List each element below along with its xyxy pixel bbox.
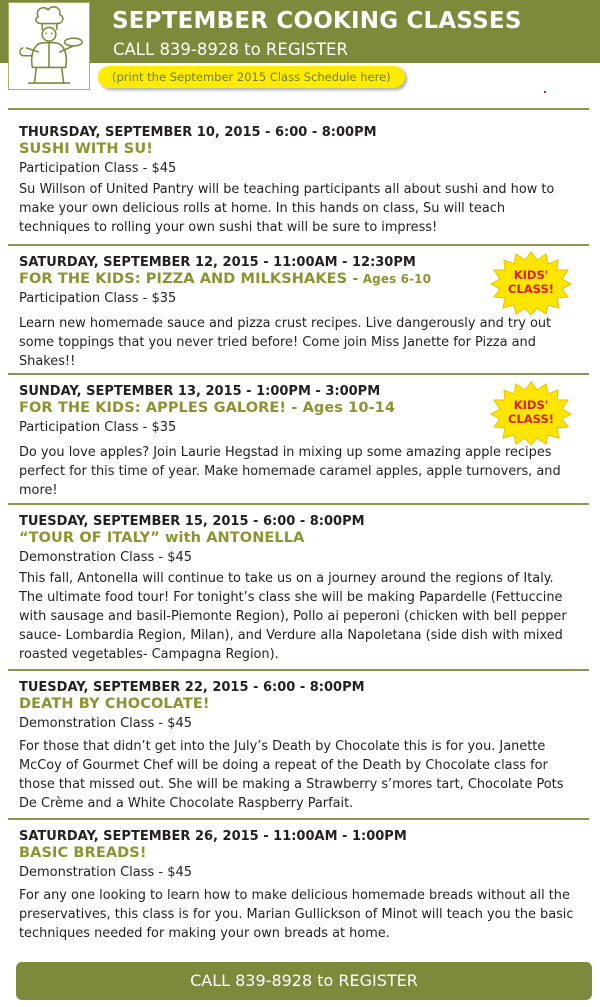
event-type: Demonstration Class - $45 [19,550,193,565]
print-schedule-link[interactable]: (print the September 2015 Class Schedule here) [98,66,405,88]
chef-logo-icon [8,2,90,90]
event-date: TUESDAY, SEPTEMBER 15, 2015 - 6:00 - 8:00PM [19,514,365,529]
event-date: THURSDAY, SEPTEMBER 10, 2015 - 6:00 - 8:00PM [19,125,377,140]
event-type: Participation Class - $35 [19,420,177,435]
event-description: Su Willson of United Pantry will be teaching participants all about sushi and how to make your own delicious rolls at home. In this hands on class, Su will teach techniques to rolling your own sushi that will be sure to impress! [19,182,555,235]
event-type: Demonstration Class - $45 [19,716,193,731]
divider [8,108,589,110]
divider [8,373,589,375]
event-title: “TOUR OF ITALY” with ANTONELLA [19,530,305,546]
event-type: Participation Class - $35 [19,291,177,306]
kids-class-badge [490,380,572,446]
header [0,0,600,95]
event-description: For those that didn’t get into the July’s Death by Chocolate this is for you. Janette McCoy of Gourmet Chef will be doing a repeat of the Death by Chocolate class for those that missed out. She will be making a Strawberry s’mores tart, Chocolate Pots De Crème and a White Chocolate Raspberry Parfait. [19,739,564,811]
page-title: SEPTEMBER COOKING CLASSES [112,8,522,34]
event-basic-breads [19,829,589,943]
event-date: SATURDAY, SEPTEMBER 12, 2015 - 11:00AM - 12:30PM [19,255,416,270]
event-description: This fall, Antonella will continue to take us on a journey around the regions of Italy. The ultimate food tour! For tonight’s class she will be making Papardelle (Fettuccine with sausage and basil-Piemonte Region), Pollo ai peperoni (chicken with bell pepper sauce- Lombardia Region, Milan), and Verdure alla Napoletana (side dish with mixed roasted vegetables- Campagna Region). [19,571,567,662]
event-title: FOR THE KIDS: PIZZA AND MILKSHAKES - Ages 6-10 [19,271,432,287]
event-type: Demonstration Class - $45 [19,865,193,880]
event-date: SATURDAY, SEPTEMBER 26, 2015 - 11:00AM - 1:00PM [19,829,407,844]
event-title: DEATH BY CHOCOLATE! [19,696,210,712]
event-title: SUSHI WITH SU! [19,141,153,157]
event-description: For any one looking to learn how to make delicious homemade breads without all the preservatives, this class is for you. Marian Gullickson of Minot will teach you the basic techniques needed for making your own breads at home. [19,888,574,941]
event-date: TUESDAY, SEPTEMBER 22, 2015 - 6:00 - 8:00PM [19,680,365,695]
decorative-dot [544,91,546,93]
divider [8,503,589,505]
event-tour-of-italy [19,514,589,664]
event-title: BASIC BREADS! [19,845,147,861]
badge-text: KIDS' CLASS! [508,268,554,296]
event-sushi [19,125,589,237]
divider [8,818,589,820]
event-type: Participation Class - $45 [19,161,177,176]
kids-class-badge [490,250,572,316]
event-description: Learn new homemade sauce and pizza crust recipes. Live dangerously and try out some toppings that you never tried before! Come join Miss Janette for Pizza and Shakes!! [19,316,552,369]
event-death-by-chocolate [19,680,589,813]
register-phone-header: CALL 839-8928 to REGISTER [113,40,348,59]
event-ages: Ages 6-10 [358,272,432,286]
divider [8,669,589,671]
divider [8,244,589,246]
event-date: SUNDAY, SEPTEMBER 13, 2015 - 1:00PM - 3:00PM [19,384,381,399]
badge-text: KIDS' CLASS! [508,398,554,426]
register-call-button[interactable]: CALL 839-8928 to REGISTER [16,962,592,1000]
event-title: FOR THE KIDS: APPLES GALORE! - Ages 10-14 [19,400,396,416]
event-description: Do you love apples? Join Laurie Hegstad in mixing up some amazing apple recipes perfect for this time of year. Make homemade caramel apples, apple turnovers, and more! [19,445,561,498]
